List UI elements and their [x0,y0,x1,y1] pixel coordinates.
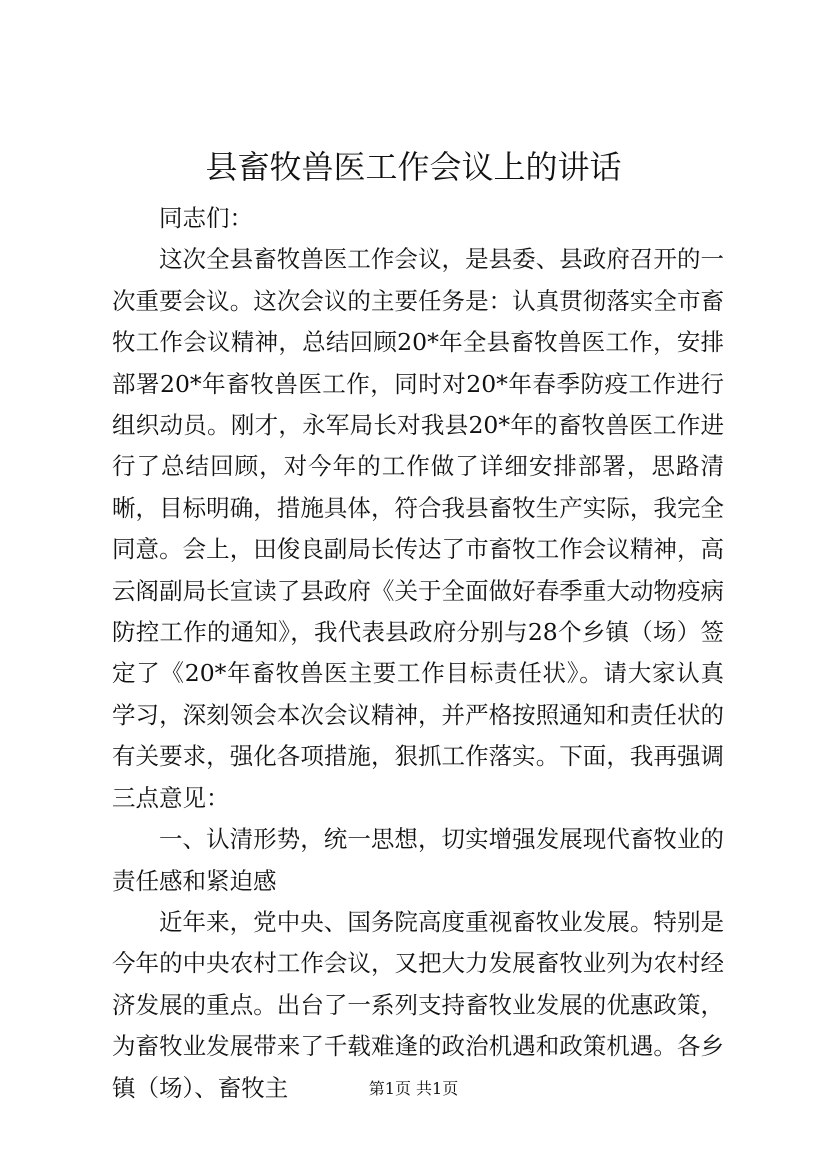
page-footer: 第1页 共1页 [368,1079,459,1098]
document-title: 县畜牧兽医工作会议上的讲话 [205,148,622,186]
document-body [112,198,724,1109]
intro-paragraph: 这次全县畜牧兽医工作会议，是县委、县政府召开的一次重要会议。这次会议的主要任务是：认真贯彻落实全市畜牧工作会议精神，总结回顾20*年全县畜牧兽医工作，安排部署20*年畜牧兽医工作，同时对20*年春季防疫工作进行组织动员。刚才，永军局长对我县20*年的畜牧兽医工作进行了总结回顾，对今年的工作做了详细安排部署，思路清晰，目标明确，措施具体，符合我县畜牧生产实际，我完全同意。会上，田俊良副局长传达了市畜牧工作会议精神，高云阁副局长宣读了县政府《关于全面做好春季重大动物疫病防控工作的通知》，我代表县政府分别与28个乡镇（场）签定了《20*年畜牧兽医主要工作目标责任状》。请大家认真学习，深刻领会本次会议精神，并严格按照通知和责任状的有关要求，强化各项措施，狠抓工作落实。下面，我再强调三点意见： [112,245,724,812]
section-heading-1: 一、认清形势，统一思想，切实增强发展现代畜牧业的责任感和紧迫感 [112,825,724,895]
section-1-paragraph: 近年来，党中央、国务院高度重视畜牧业发展。特别是今年的中央农村工作会议，又把大力发展畜牧业列为农村经济发展的重点。出台了一系列支持畜牧业发展的优惠政策，为畜牧业发展带来了千载难逢的政治机遇和政策机遇。各乡镇（场）、畜牧主 [112,907,724,1102]
salutation-paragraph: 同志们： [159,204,253,232]
